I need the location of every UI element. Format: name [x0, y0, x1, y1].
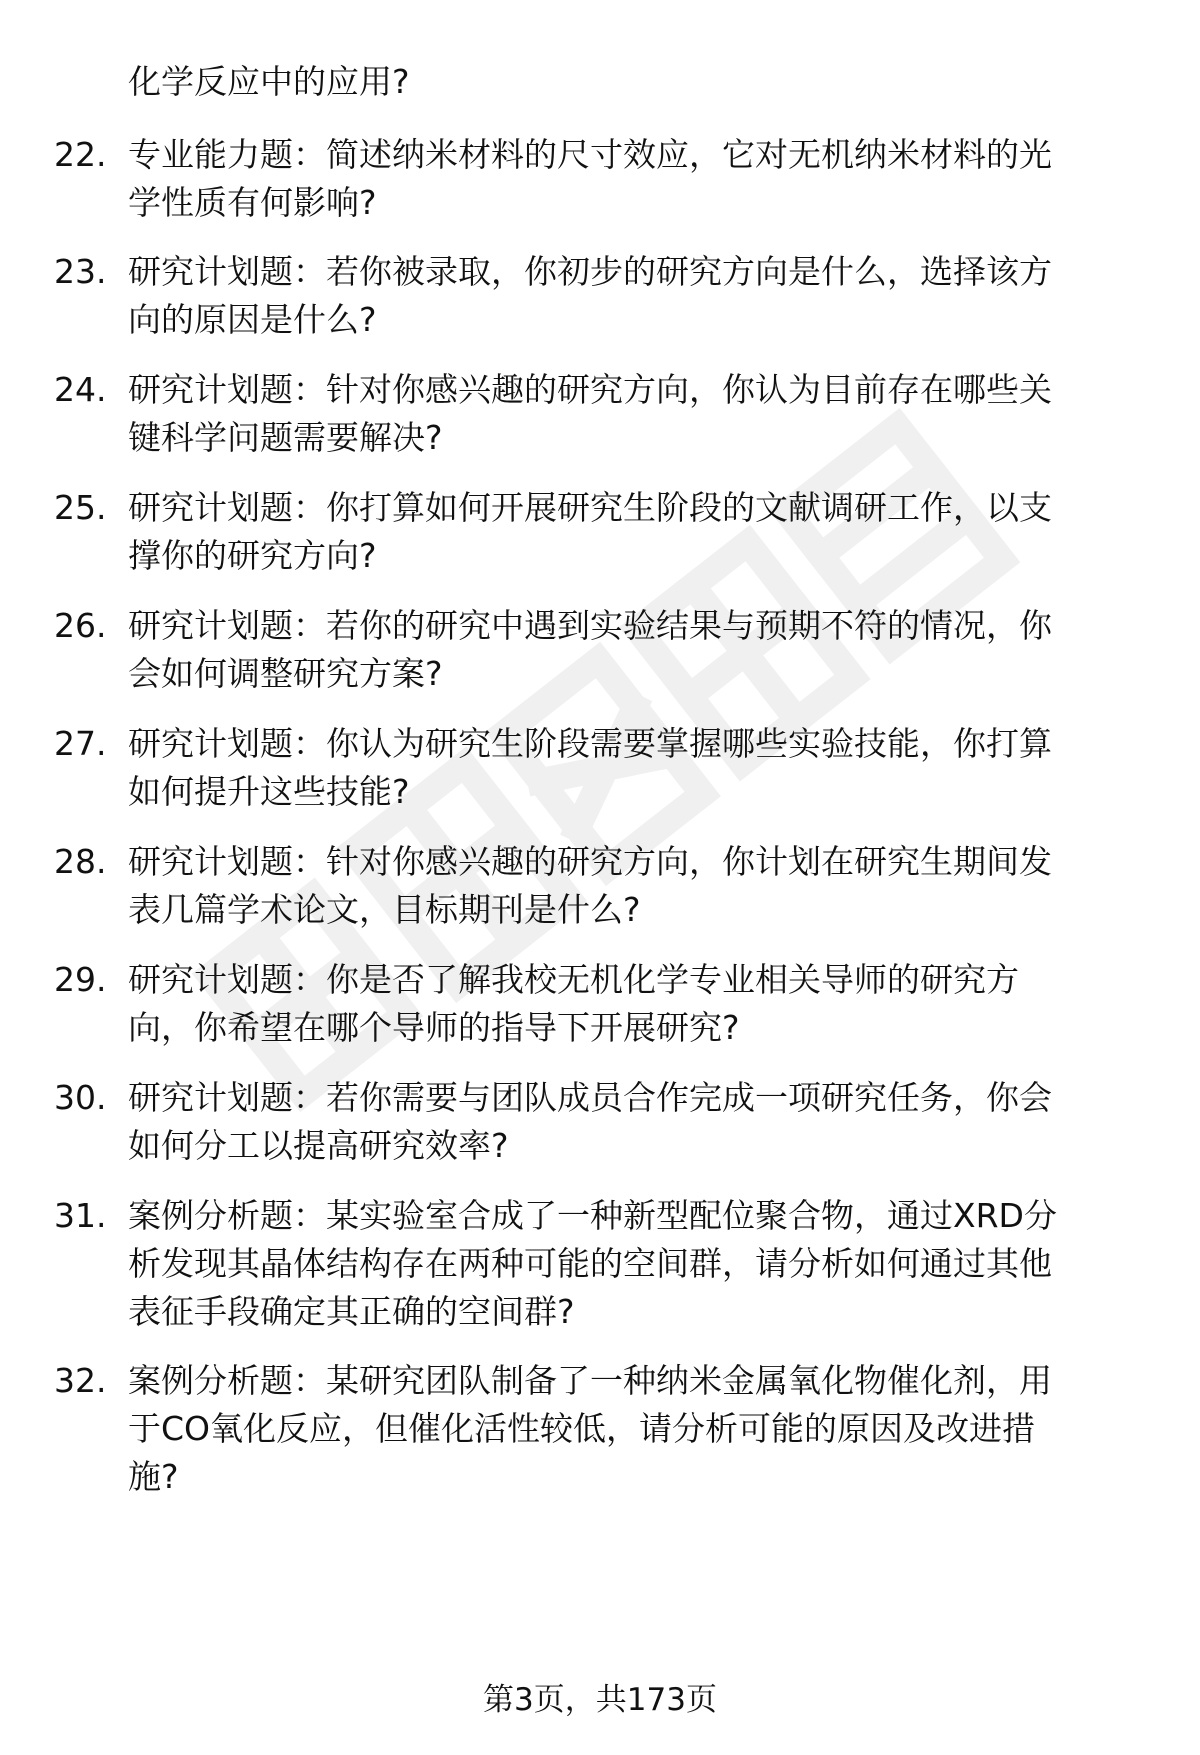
question-line: 键科学问题需要解决? — [128, 418, 443, 457]
question-line: 研究计划题：你打算如何开展研究生阶段的文献调研工作，以支 — [128, 488, 1052, 527]
question-number: 23. — [54, 252, 107, 291]
question-line: 研究计划题：你是否了解我校无机化学专业相关导师的研究方 — [128, 960, 1019, 999]
question-text — [128, 1192, 1138, 1336]
question-line: 研究计划题：针对你感兴趣的研究方向，你计划在研究生期间发 — [128, 842, 1052, 881]
question-number: 31. — [54, 1196, 107, 1235]
question-line: 学性质有何影响? — [128, 183, 377, 222]
question-text — [128, 484, 1138, 580]
question-text — [128, 248, 1138, 344]
page-footer: 第3页，共173页 — [483, 1682, 717, 1718]
question-text — [128, 602, 1138, 698]
question-number: 24. — [54, 370, 107, 409]
question-number: 26. — [54, 606, 107, 645]
question-line: 析发现其晶体结构存在两种可能的空间群，请分析如何通过其他 — [128, 1244, 1052, 1283]
question-line: 如何分工以提高研究效率? — [128, 1126, 509, 1165]
question-text — [128, 1357, 1138, 1501]
question-text — [128, 720, 1138, 816]
question-line: 向，你希望在哪个导师的指导下开展研究? — [128, 1008, 740, 1047]
question-number: 28. — [54, 842, 107, 881]
question-text — [128, 956, 1138, 1052]
question-line: 研究计划题：针对你感兴趣的研究方向，你认为目前存在哪些关 — [128, 370, 1052, 409]
question-number: 22. — [54, 135, 107, 174]
continuation-text: 化学反应中的应用? — [128, 62, 410, 101]
question-line: 研究计划题：若你需要与团队成员合作完成一项研究任务，你会 — [128, 1078, 1052, 1117]
question-line: 施? — [128, 1457, 179, 1496]
question-number: 32. — [54, 1361, 107, 1400]
question-text — [128, 1074, 1138, 1170]
question-line: 如何提升这些技能? — [128, 772, 410, 811]
question-text — [128, 366, 1138, 462]
question-text — [128, 131, 1138, 227]
question-line: 向的原因是什么? — [128, 300, 377, 339]
question-number: 27. — [54, 724, 107, 763]
question-number: 30. — [54, 1078, 107, 1117]
question-line: 表几篇学术论文，目标期刊是什么? — [128, 890, 641, 929]
question-line: 于CO氧化反应，但催化活性较低，请分析可能的原因及改进措 — [128, 1409, 1036, 1448]
question-line: 撑你的研究方向? — [128, 536, 377, 575]
question-number: 29. — [54, 960, 107, 999]
question-text — [128, 838, 1138, 934]
question-line: 研究计划题：若你的研究中遇到实验结果与预期不符的情况，你 — [128, 606, 1052, 645]
question-line: 会如何调整研究方案? — [128, 654, 443, 693]
question-line: 研究计划题：你认为研究生阶段需要掌握哪些实验技能，你打算 — [128, 724, 1052, 763]
question-line: 专业能力题：简述纳米材料的尺寸效应，它对无机纳米材料的光 — [128, 135, 1052, 174]
question-line: 案例分析题：某研究团队制备了一种纳米金属氧化物催化剂，用 — [128, 1361, 1052, 1400]
question-line: 研究计划题：若你被录取，你初步的研究方向是什么，选择该方 — [128, 252, 1052, 291]
question-number: 25. — [54, 488, 107, 527]
question-line: 案例分析题：某实验室合成了一种新型配位聚合物，通过XRD分 — [128, 1196, 1057, 1235]
question-line: 表征手段确定其正确的空间群? — [128, 1292, 575, 1331]
